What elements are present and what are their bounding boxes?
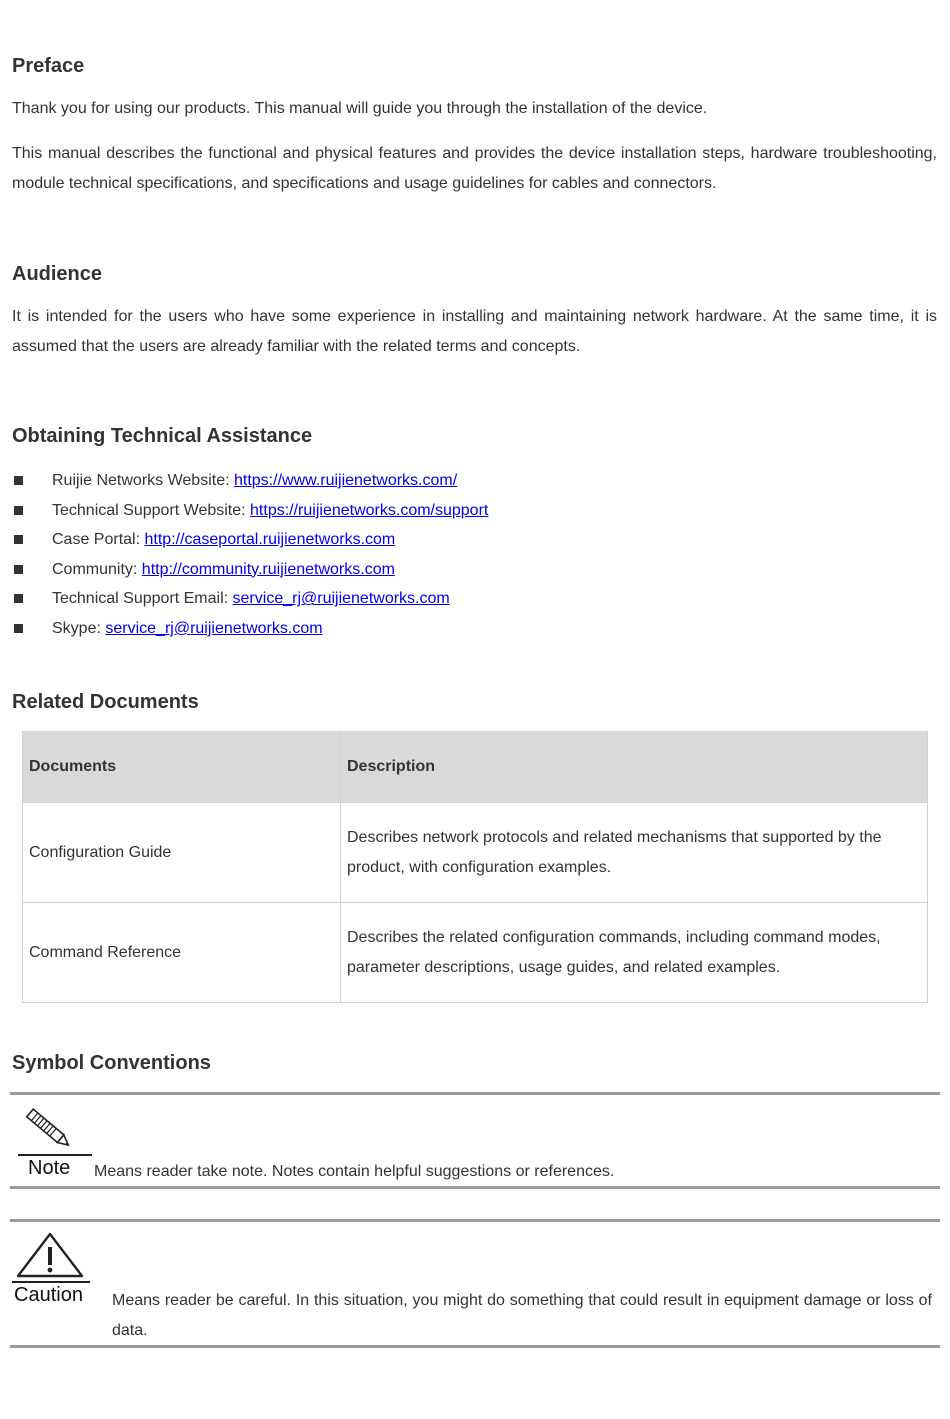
note-label: Note	[28, 1157, 71, 1179]
related-documents-table	[22, 731, 928, 1003]
caution-label: Caution	[14, 1284, 83, 1306]
assistance-label: Community:	[52, 560, 142, 578]
audience-paragraph: It is intended for the users who have some experience in installing and maintaining network hardware. At the same time, it is assumed that the users are already familiar with the related terms and concepts.	[12, 308, 937, 355]
preface-paragraph-1: Thank you for using our products. This manual will guide you through the installation of the device.	[12, 100, 708, 117]
case-portal-link[interactable]: http://caseportal.ruijienetworks.com	[144, 531, 396, 549]
assistance-label: Ruijie Networks Website:	[52, 472, 234, 489]
column-header-description: Description	[341, 732, 928, 803]
column-header-documents: Documents	[23, 732, 341, 803]
assistance-label: Case Portal:	[52, 531, 145, 549]
bullet-square-icon	[14, 476, 23, 485]
caution-box	[10, 1219, 940, 1348]
note-text: Means reader take note. Notes contain helpful suggestions or references.	[94, 1163, 615, 1180]
community-link[interactable]: http://community.ruijienetworks.com	[141, 560, 395, 578]
list-item	[12, 496, 488, 526]
assistance-heading: Obtaining Technical Assistance	[12, 425, 313, 447]
related-documents-heading: Related Documents	[12, 691, 199, 713]
list-item	[12, 584, 488, 614]
assistance-list	[12, 466, 488, 644]
note-box	[10, 1092, 940, 1189]
document-description-cell: Describes network protocols and related mechanisms that supported by the product, with configuration examples.	[341, 803, 928, 903]
table-row	[23, 803, 928, 903]
assistance-label: Technical Support Website:	[52, 501, 251, 519]
document-description-cell: Describes the related configuration commands, including command modes, parameter descriptions, usage guides, and related examples.	[341, 903, 928, 1003]
preface-heading: Preface	[12, 55, 85, 77]
caution-text: Means reader be careful. In this situation, you might do something that could result in equipment damage or loss of data.	[112, 1292, 932, 1339]
document-name-cell: Command Reference	[23, 903, 341, 1003]
list-item	[12, 555, 488, 585]
preface-paragraph-2: This manual describes the functional and physical features and provides the device installation steps, hardware troubleshooting, module technical specifications, and specifications and usage guidelines for cables and connectors.	[12, 145, 937, 192]
assistance-label: Skype:	[52, 619, 106, 637]
table-header-row	[23, 732, 928, 803]
list-item	[12, 525, 488, 555]
website-link[interactable]: https://www.ruijienetworks.com/	[233, 472, 458, 489]
list-item	[12, 466, 488, 496]
pencil-icon	[16, 1103, 100, 1159]
warning-triangle-icon	[10, 1230, 94, 1284]
skype-link[interactable]: service_rj@ruijienetworks.com	[105, 619, 323, 637]
support-email-link[interactable]: service_rj@ruijienetworks.com	[232, 590, 450, 608]
bullet-square-icon	[14, 594, 23, 603]
assistance-label: Technical Support Email:	[52, 590, 233, 608]
support-website-link[interactable]: https://ruijienetworks.com/support	[250, 501, 489, 519]
document-name-cell: Configuration Guide	[23, 803, 341, 903]
bullet-square-icon	[14, 565, 23, 574]
table-row	[23, 903, 928, 1003]
symbol-conventions-heading: Symbol Conventions	[12, 1052, 211, 1074]
audience-heading: Audience	[12, 263, 103, 285]
bullet-square-icon	[14, 624, 23, 633]
bullet-square-icon	[14, 535, 23, 544]
list-item	[12, 614, 488, 644]
bullet-square-icon	[14, 506, 23, 515]
